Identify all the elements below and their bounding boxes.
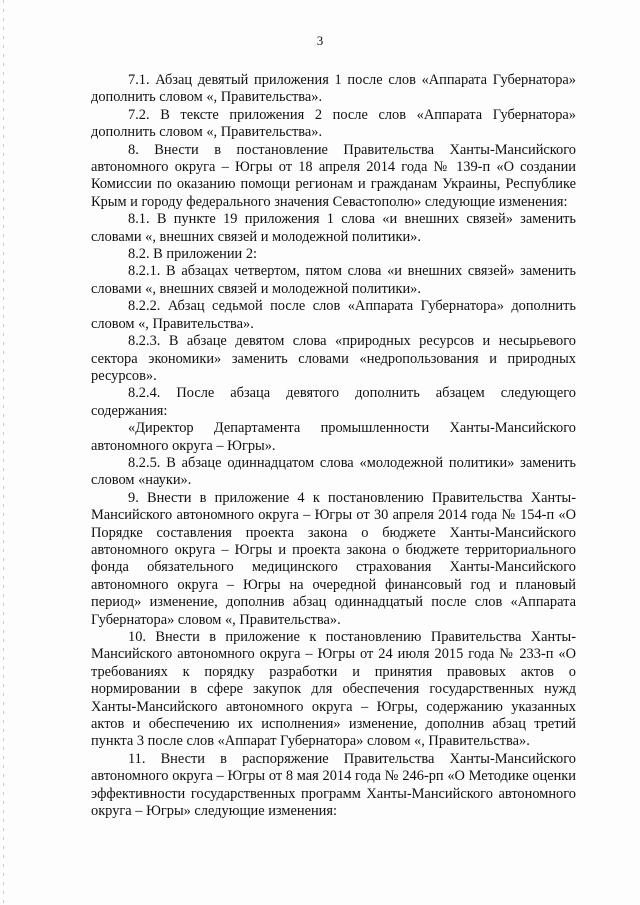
- paragraph-8: 8. Внести в постановление Правительства Ханты-Мансийского автономного округа – Югры от 18 апреля 2014 года № 139-п «О создании Комиссии по оказанию помощи регионам и гражданам Украины, Республике Крым и городу федерального значения Севастополю» следующие изменения:: [91, 141, 576, 210]
- paragraph-quote: «Директор Департамента промышленности Ханты-Мансийского автономного округа – Югры».: [91, 420, 576, 454]
- paragraph-7-1: 7.1. Абзац девятый приложения 1 после слов «Аппарата Губернатора» дополнить словом «, Правительства».: [91, 72, 576, 106]
- paragraph-8-2-5: 8.2.5. В абзаце одиннадцатом слова «молодежной политики» заменить словом «науки».: [91, 454, 576, 489]
- paragraph-7-2: 7.2. В тексте приложения 2 после слов «Аппарата Губернатора» дополнить словом «, Правительства».: [91, 106, 576, 141]
- paragraph-8-2: 8.2. В приложении 2:: [128, 246, 258, 263]
- paragraph-8-2-1: 8.2.1. В абзацах четвертом, пятом слова «и внешних связей» заменить словами «, внешних связей и молодежной политики».: [91, 263, 576, 297]
- paragraph-9: 9. Внести в приложение 4 к постановлению Правительства Ханты-Мансийского автономного округа – Югры от 30 апреля 2014 года № 154-п «О Порядке составления проекта закона о бюджете Ханты-Мансийского автономного округа – Югры и проекта закона о бюджете территориального фонда обязательного медицинского страхования Ханты-Мансийского автономного округа – Югры на очередной финансовый год и плановый период» изменение, дополнив абзац одиннадцатый после слов «Аппарата Губернатора» словом «, Правительства».: [91, 489, 576, 628]
- paragraph-8-1: 8.1. В пункте 19 приложения 1 слова «и внешних связей» заменить словами «, внешних связей и молодежной политики».: [91, 211, 576, 245]
- paragraph-8-2-2: 8.2.2. Абзац седьмой после слов «Аппарата Губернатора» дополнить словом «, Правительства».: [91, 298, 576, 332]
- paragraph-11: 11. Внести в распоряжение Правительства Ханты-Мансийского автономного округа – Югры от 8 мая 2014 года № 246-рп «О Методике оценки эффективности государственных программ Ханты-Мансийского автономного округа – Югры» следующие изменения:: [91, 750, 576, 820]
- document-body: [91, 72, 576, 820]
- paragraph-10: 10. Внести в приложение к постановлению Правительства Ханты-Мансийского автономного округа – Югры от 24 июля 2015 года № 233-п «О требованиях к порядку разработки и принятия правовых актов о нормировании в сфере закупок для обеспечения государственных нужд Ханты-Мансийского автономного округа – Югры, содержанию указанных актов и обеспечению их исполнения» изменение, дополнив абзац третий пункта 3 после слов «Аппарат Губернатора» словом «, Правительства».: [91, 629, 576, 750]
- scan-edge-line: [3, 0, 4, 905]
- paragraph-8-2-3: 8.2.3. В абзаце девятом слова «природных ресурсов и несырьевого сектора экономики» заменить словами «недропользования и природных ресурсов».: [91, 333, 576, 384]
- page-number: 3: [316, 33, 324, 48]
- paragraph-8-2-4: 8.2.4. После абзаца девятого дополнить абзацем следующего содержания:: [91, 385, 576, 419]
